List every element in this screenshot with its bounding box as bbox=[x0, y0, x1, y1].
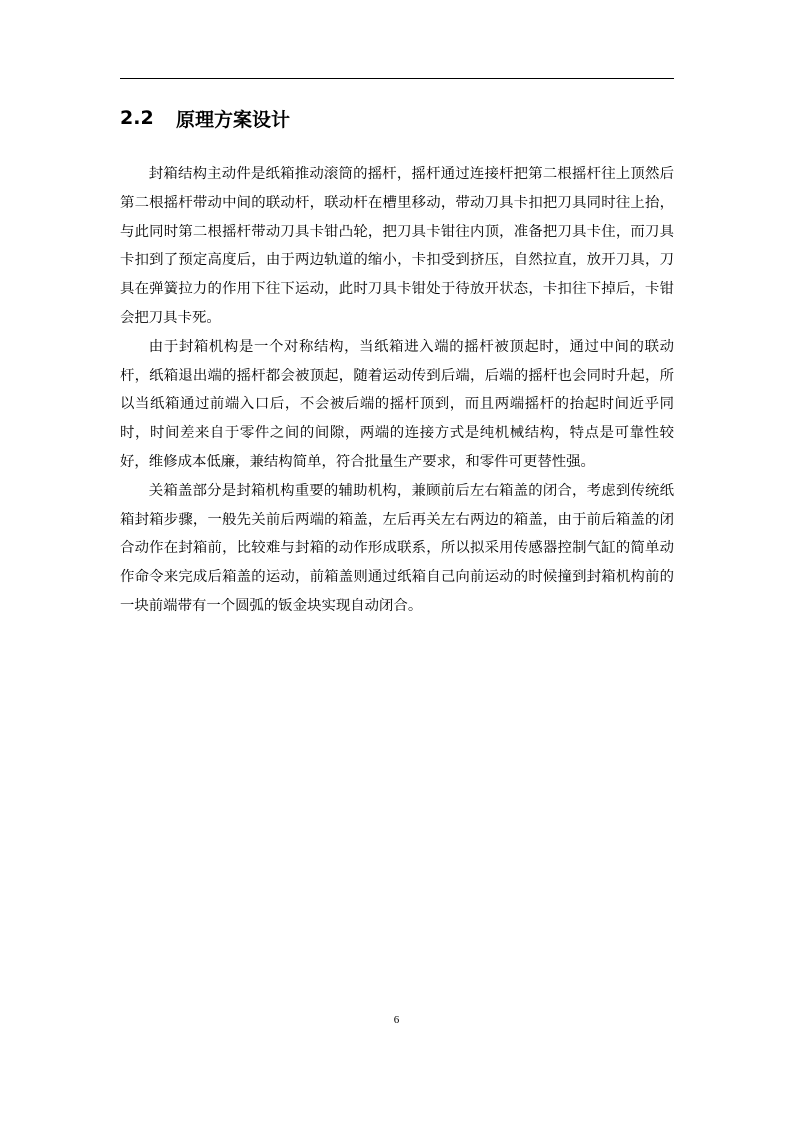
section-title: 原理方案设计 bbox=[176, 108, 291, 131]
paragraph-2: 由于封箱机构是一个对称结构，当纸箱进入端的摇杆被顶起时，通过中间的联动杆，纸箱退出端的摇杆都会被顶起，随着运动传到后端，后端的摇杆也会同时升起，所以当纸箱通过前端入口后，不会被后端的摇杆顶到，而且两端摇杆的抬起时间近乎同时，时间差来自于零件之间的间隙，两端的连接方式是纯机械结构，特点是可靠性较好，维修成本低廉，兼结构简单，符合批量生产要求，和零件可更替性强。 bbox=[120, 338, 674, 470]
paragraph-1: 封箱结构主动件是纸箱推动滚筒的摇杆，摇杆通过连接杆把第二根摇杆往上顶然后第二根摇杆带动中间的联动杆，联动杆在槽里移动，带动刀具卡扣把刀具同时往上抬，与此同时第二根摇杆带动刀具卡钳凸轮，把刀具卡钳往内顶，准备把刀具卡住，而刀具卡扣到了预定高度后，由于两边轨道的缩小，卡扣受到挤压，自然拉直，放开刀具，刀具在弹簧拉力的作用下往下运动，此时刀具卡钳处于待放开状态，卡扣往下掉后，卡钳会把刀具卡死。 bbox=[120, 166, 674, 326]
paragraph-3: 关箱盖部分是封箱机构重要的辅助机构，兼顾前后左右箱盖的闭合，考虑到传统纸箱封箱步骤，一般先关前后两端的箱盖，左后再关左右两边的箱盖，由于前后箱盖的闭合动作在封箱前，比较难与封箱的动作形成联系，所以拟采用传感器控制气缸的简单动作命令来完成后箱盖的运动，前箱盖则通过纸箱自己向前运动的时候撞到封箱机构前的一块前端带有一个圆弧的钣金块实现自动闭合。 bbox=[120, 482, 674, 614]
body-text bbox=[120, 160, 674, 621]
section-number: 2.2 bbox=[120, 107, 154, 129]
section-heading bbox=[120, 103, 290, 133]
page-number: 6 bbox=[393, 1014, 400, 1026]
header-rule bbox=[120, 78, 674, 79]
